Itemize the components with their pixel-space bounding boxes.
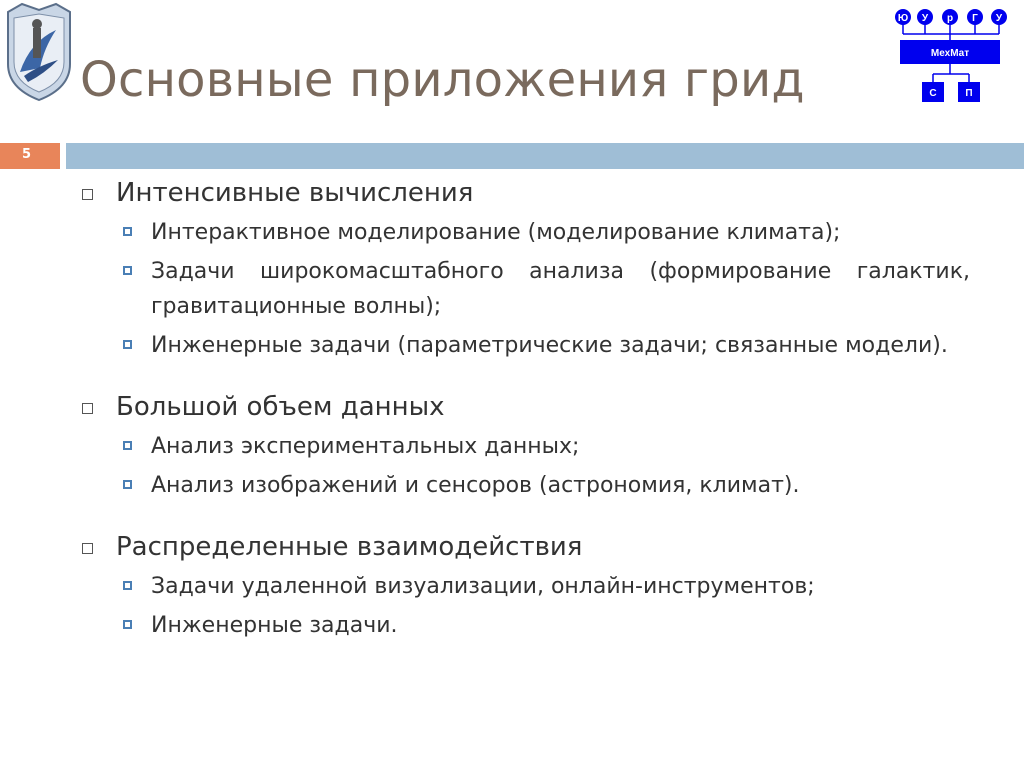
section-heading bbox=[82, 178, 970, 208]
list-item bbox=[82, 429, 970, 464]
list-item-text: Инженерные задачи (параметрические задачи; связанные модели). bbox=[151, 333, 948, 358]
list-item bbox=[82, 328, 970, 363]
list-item bbox=[82, 608, 970, 643]
square-bullet-icon bbox=[82, 543, 93, 554]
diagram-bottom-letter-1: С bbox=[929, 88, 937, 99]
university-emblem-icon bbox=[0, 2, 78, 102]
mehmat-diagram bbox=[890, 6, 1016, 106]
list-item bbox=[82, 215, 970, 250]
diagram-bottom-letter-2: П bbox=[965, 88, 973, 99]
diagram-top-node-2 bbox=[917, 9, 933, 25]
diagram-bottom-node-1 bbox=[922, 82, 944, 102]
filled-square-bullet-icon bbox=[123, 441, 132, 450]
page-title: Основные приложения грид bbox=[80, 52, 805, 108]
diagram-top-node-4 bbox=[967, 9, 983, 25]
section-heading-text: Большой объем данных bbox=[116, 392, 445, 422]
slide-content bbox=[82, 178, 970, 643]
list-item-text: Анализ изображений и сенсоров (астрономия, климат). bbox=[151, 473, 800, 498]
square-bullet-icon bbox=[82, 189, 93, 200]
diagram-center-label: МехМат bbox=[930, 48, 970, 59]
diagram-top-letter-5: У bbox=[995, 13, 1003, 24]
slide-number: 5 bbox=[22, 147, 32, 162]
filled-square-bullet-icon bbox=[123, 340, 132, 349]
diagram-top-letter-1: Ю bbox=[897, 13, 909, 24]
square-bullet-icon bbox=[82, 403, 93, 414]
diagram-top-node-5 bbox=[991, 9, 1007, 25]
section-heading-text: Распределенные взаимодействия bbox=[116, 532, 583, 562]
list-item-text: Задачи широкомасштабного анализа (формирование галактик, гравитационные волны); bbox=[151, 259, 970, 319]
diagram-center-node bbox=[900, 40, 1000, 64]
filled-square-bullet-icon bbox=[123, 227, 132, 236]
list-item bbox=[82, 468, 970, 503]
filled-square-bullet-icon bbox=[123, 620, 132, 629]
diagram-top-letter-2: У bbox=[921, 13, 929, 24]
section-heading-text: Интенсивные вычисления bbox=[116, 178, 474, 208]
section-heading bbox=[82, 532, 970, 562]
list-item bbox=[82, 569, 970, 604]
diagram-bottom-node-2 bbox=[958, 82, 980, 102]
header-bar bbox=[66, 143, 1024, 169]
list-item bbox=[82, 254, 970, 324]
diagram-top-letter-4: Г bbox=[972, 13, 978, 24]
diagram-top-node-3 bbox=[942, 9, 958, 25]
list-item-text: Задачи удаленной визуализации, онлайн-инструментов; bbox=[151, 574, 815, 599]
university-logo bbox=[0, 2, 78, 102]
list-item-text: Анализ экспериментальных данных; bbox=[151, 434, 580, 459]
filled-square-bullet-icon bbox=[123, 480, 132, 489]
filled-square-bullet-icon bbox=[123, 266, 132, 275]
section-heading bbox=[82, 392, 970, 422]
list-item-text: Инженерные задачи. bbox=[151, 613, 398, 638]
diagram-top-node-1 bbox=[895, 9, 911, 25]
list-item-text: Интерактивное моделирование (моделирование климата); bbox=[151, 220, 841, 245]
diagram-top-letter-3: р bbox=[946, 13, 954, 24]
filled-square-bullet-icon bbox=[123, 581, 132, 590]
